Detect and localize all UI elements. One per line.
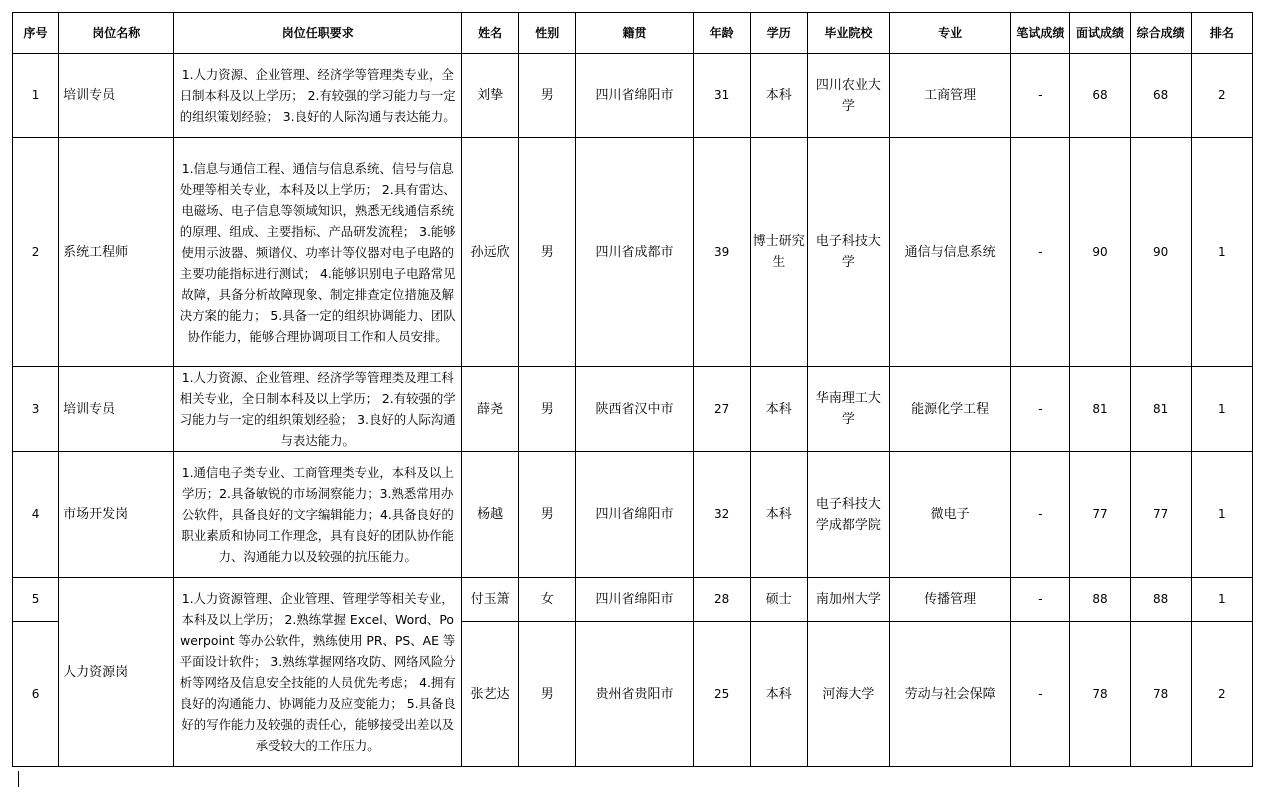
cell-requirements: 1.信息与通信工程、通信与信息系统、信号与信息处理等相关专业，本科及以上学历； 2.具有雷达、电磁场、电子信息等领域知识，熟悉无线通信系统的原理、组成、主要指标、产品研发流程； 3.能够使用示波器、频谱仪、功率计等仪器对电子电路的主要功能指标进行测试； 4.能够识别电子电路常见故障，具备分析故障现象、制定排查定位措施及解决方案的能力； 5.具备一定的组织协调能力、团队协作能力，能够合理协调项目工作和人员安排。 bbox=[174, 138, 462, 367]
cell-name: 刘挚 bbox=[462, 54, 519, 138]
header-major: 专业 bbox=[890, 13, 1011, 54]
cell-rank: 2 bbox=[1191, 622, 1252, 767]
header-origin: 籍贯 bbox=[576, 13, 693, 54]
header-row bbox=[13, 13, 1253, 54]
cell-interview: 78 bbox=[1070, 622, 1130, 767]
cell-total: 77 bbox=[1130, 452, 1191, 578]
cell-origin: 四川省绵阳市 bbox=[576, 452, 693, 578]
header-written: 笔试成绩 bbox=[1011, 13, 1070, 54]
header-interview: 面试成绩 bbox=[1070, 13, 1130, 54]
cell-major: 微电子 bbox=[890, 452, 1011, 578]
text-cursor bbox=[18, 771, 19, 787]
cell-seq: 4 bbox=[13, 452, 59, 578]
cell-written: - bbox=[1011, 138, 1070, 367]
table-row bbox=[13, 138, 1253, 367]
cell-major: 劳动与社会保障 bbox=[890, 622, 1011, 767]
cell-education: 本科 bbox=[750, 367, 807, 452]
cell-position: 市场开发岗 bbox=[59, 452, 174, 578]
header-requirements: 岗位任职要求 bbox=[174, 13, 462, 54]
cell-rank: 2 bbox=[1191, 54, 1252, 138]
header-rank: 排名 bbox=[1191, 13, 1252, 54]
cell-seq: 6 bbox=[13, 622, 59, 767]
cell-interview: 77 bbox=[1070, 452, 1130, 578]
cell-name: 张艺达 bbox=[462, 622, 519, 767]
cell-age: 27 bbox=[693, 367, 750, 452]
cell-written: - bbox=[1011, 367, 1070, 452]
header-age: 年龄 bbox=[693, 13, 750, 54]
cell-position: 系统工程师 bbox=[59, 138, 174, 367]
cell-total: 78 bbox=[1130, 622, 1191, 767]
cell-school: 四川农业大学 bbox=[807, 54, 889, 138]
cell-written: - bbox=[1011, 578, 1070, 622]
cell-written: - bbox=[1011, 622, 1070, 767]
cell-total: 68 bbox=[1130, 54, 1191, 138]
cell-education: 本科 bbox=[750, 452, 807, 578]
cell-total: 81 bbox=[1130, 367, 1191, 452]
cell-gender: 男 bbox=[519, 622, 576, 767]
cell-major: 通信与信息系统 bbox=[890, 138, 1011, 367]
cell-requirements: 1.人力资源、企业管理、经济学等管理类及理工科相关专业，全日制本科及以上学历； 2.有较强的学习能力与一定的组织策划经验； 3.良好的人际沟通与表达能力。 bbox=[174, 367, 462, 452]
cell-name: 孙远欣 bbox=[462, 138, 519, 367]
cell-interview: 90 bbox=[1070, 138, 1130, 367]
cell-rank: 1 bbox=[1191, 578, 1252, 622]
cell-school: 电子科技大学 bbox=[807, 138, 889, 367]
cell-name: 杨越 bbox=[462, 452, 519, 578]
cell-total: 88 bbox=[1130, 578, 1191, 622]
cell-age: 31 bbox=[693, 54, 750, 138]
cell-seq: 5 bbox=[13, 578, 59, 622]
cell-school: 河海大学 bbox=[807, 622, 889, 767]
cell-rank: 1 bbox=[1191, 367, 1252, 452]
table-row bbox=[13, 367, 1253, 452]
cell-name: 付玉箫 bbox=[462, 578, 519, 622]
cell-requirements: 1.人力资源、企业管理、经济学等管理类专业，全日制本科及以上学历； 2.有较强的学习能力与一定的组织策划经验； 3.良好的人际沟通与表达能力。 bbox=[174, 54, 462, 138]
header-gender: 性别 bbox=[519, 13, 576, 54]
cell-written: - bbox=[1011, 54, 1070, 138]
cell-requirements: 1.通信电子类专业、工商管理类专业，本科及以上学历；2.具备敏锐的市场洞察能力；3.熟悉常用办公软件，具备良好的文字编辑能力；4.具备良好的职业素质和协同工作理念，具有良好的团队协作能力、沟通能力以及较强的抗压能力。 bbox=[174, 452, 462, 578]
cell-origin: 贵州省贵阳市 bbox=[576, 622, 693, 767]
cell-major: 能源化学工程 bbox=[890, 367, 1011, 452]
cell-rank: 1 bbox=[1191, 452, 1252, 578]
cell-age: 25 bbox=[693, 622, 750, 767]
table-row bbox=[13, 578, 1253, 622]
cell-school: 电子科技大学成都学院 bbox=[807, 452, 889, 578]
cell-position: 培训专员 bbox=[59, 367, 174, 452]
cell-age: 39 bbox=[693, 138, 750, 367]
cell-education: 博士研究生 bbox=[750, 138, 807, 367]
cell-total: 90 bbox=[1130, 138, 1191, 367]
header-education: 学历 bbox=[750, 13, 807, 54]
cell-school: 南加州大学 bbox=[807, 578, 889, 622]
cell-gender: 男 bbox=[519, 452, 576, 578]
cell-gender: 男 bbox=[519, 54, 576, 138]
header-school: 毕业院校 bbox=[807, 13, 889, 54]
header-seq: 序号 bbox=[13, 13, 59, 54]
cell-seq: 3 bbox=[13, 367, 59, 452]
cell-origin: 四川省成都市 bbox=[576, 138, 693, 367]
header-position: 岗位名称 bbox=[59, 13, 174, 54]
cell-school: 华南理工大学 bbox=[807, 367, 889, 452]
header-name: 姓名 bbox=[462, 13, 519, 54]
cell-requirements: 1.人力资源管理、企业管理、管理学等相关专业，本科及以上学历； 2.熟练掌握 Excel、Word、Powerpoint 等办公软件，熟练使用 PR、PS、AE 等平面设计软件； 3.熟练掌握网络攻防、网络风险分析等网络及信息安全技能的人员优先考虑； 4.拥有良好的沟通能力、协调能力及应变能力； 5.具备良好的写作能力及较强的责任心，能够接受出差以及承受较大的工作压力。 bbox=[174, 578, 462, 767]
cell-major: 工商管理 bbox=[890, 54, 1011, 138]
cell-education: 硕士 bbox=[750, 578, 807, 622]
cell-interview: 88 bbox=[1070, 578, 1130, 622]
cell-seq: 1 bbox=[13, 54, 59, 138]
cell-education: 本科 bbox=[750, 54, 807, 138]
cell-position: 培训专员 bbox=[59, 54, 174, 138]
cell-gender: 女 bbox=[519, 578, 576, 622]
table-row bbox=[13, 54, 1253, 138]
cell-position: 人力资源岗 bbox=[59, 578, 174, 767]
candidate-results-table bbox=[12, 12, 1253, 767]
cell-gender: 男 bbox=[519, 367, 576, 452]
cell-education: 本科 bbox=[750, 622, 807, 767]
table-row bbox=[13, 452, 1253, 578]
cell-gender: 男 bbox=[519, 138, 576, 367]
cell-interview: 68 bbox=[1070, 54, 1130, 138]
header-total: 综合成绩 bbox=[1130, 13, 1191, 54]
cell-rank: 1 bbox=[1191, 138, 1252, 367]
cell-origin: 四川省绵阳市 bbox=[576, 578, 693, 622]
cell-age: 32 bbox=[693, 452, 750, 578]
cell-origin: 四川省绵阳市 bbox=[576, 54, 693, 138]
cell-written: - bbox=[1011, 452, 1070, 578]
cell-name: 薛尧 bbox=[462, 367, 519, 452]
cell-seq: 2 bbox=[13, 138, 59, 367]
cell-age: 28 bbox=[693, 578, 750, 622]
cell-interview: 81 bbox=[1070, 367, 1130, 452]
cell-origin: 陕西省汉中市 bbox=[576, 367, 693, 452]
cell-major: 传播管理 bbox=[890, 578, 1011, 622]
